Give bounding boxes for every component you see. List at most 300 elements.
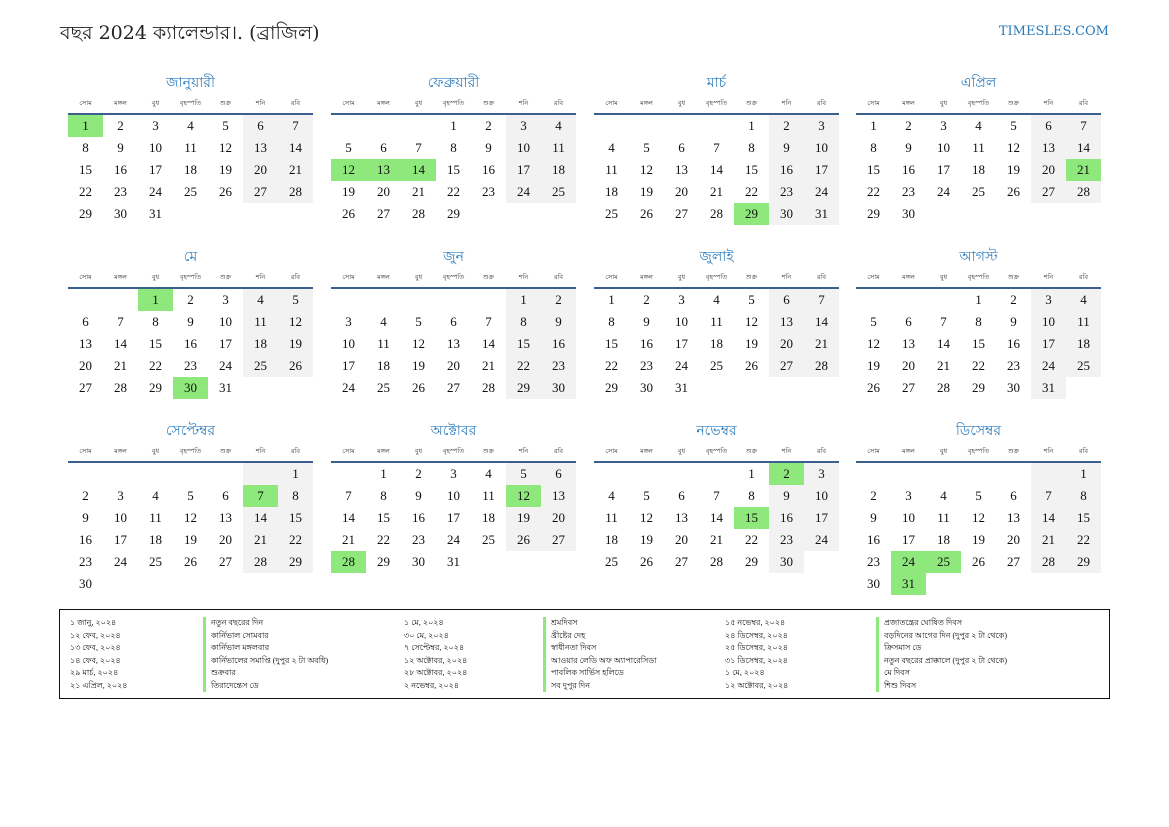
day-cell: 1 xyxy=(975,292,982,307)
day-cell: 20 xyxy=(79,358,92,373)
day-cell: 12 xyxy=(219,140,232,155)
day-cell: 16 xyxy=(541,333,576,355)
day-cell: 2 xyxy=(643,292,650,307)
day-cell: 28 xyxy=(278,181,313,203)
empty-day-cell xyxy=(68,289,103,311)
day-cell: 29 xyxy=(278,551,313,573)
day-cell: 17 xyxy=(114,532,127,547)
day-cell: 27 xyxy=(377,206,390,221)
legend-date: ১৩ ফেব, ২০২৪ xyxy=(70,643,121,652)
day-cell: 23 xyxy=(541,355,576,377)
empty-day-cell xyxy=(891,463,926,485)
weekday-label: রবি xyxy=(1078,273,1089,281)
day-cell: 20 xyxy=(219,532,232,547)
day-cell: 30 xyxy=(902,206,915,221)
day-cell: 18 xyxy=(184,162,197,177)
day-cell: 1 xyxy=(506,289,541,311)
empty-day-cell xyxy=(331,463,366,485)
weekday-label: শুক্র xyxy=(219,447,232,455)
weekday-header xyxy=(68,269,313,289)
empty-day-cell xyxy=(401,289,436,311)
empty-day-cell xyxy=(996,463,1031,485)
day-cell: 20 xyxy=(541,507,576,529)
day-cell: 12 xyxy=(640,162,653,177)
day-cell: 5 xyxy=(975,488,982,503)
legend-holiday-name: শিশু দিবস xyxy=(876,680,1007,693)
day-cell: 13 xyxy=(79,336,92,351)
day-cell: 22 xyxy=(377,532,390,547)
day-cell: 22 xyxy=(278,529,313,551)
weekday-label: শুক্র xyxy=(1007,447,1020,455)
day-cell: 2 xyxy=(82,488,89,503)
day-cell: 18 xyxy=(377,358,390,373)
weekday-label: বুধ xyxy=(677,273,686,281)
day-cell: 23 xyxy=(184,358,197,373)
day-cell: 7 xyxy=(713,140,720,155)
day-cell: 18 xyxy=(605,184,618,199)
weekday-label: সোম xyxy=(605,447,618,455)
day-cell: 4 xyxy=(541,115,576,137)
day-cell: 28 xyxy=(937,380,950,395)
weekday-label: রবি xyxy=(816,447,827,455)
day-cell: 14 xyxy=(278,137,313,159)
day-cell: 15 xyxy=(734,507,769,529)
day-cell: 6 xyxy=(905,314,912,329)
legend-holiday-name: স্বাধীনতা দিবস xyxy=(543,642,657,655)
empty-day-cell xyxy=(891,289,926,311)
day-cell: 14 xyxy=(937,336,950,351)
day-cell: 21 xyxy=(482,358,495,373)
day-cell: 13 xyxy=(541,485,576,507)
day-cell: 1 xyxy=(870,118,877,133)
day-cell: 26 xyxy=(412,380,425,395)
day-cell: 27 xyxy=(541,529,576,551)
day-cell: 23 xyxy=(640,358,653,373)
empty-day-cell xyxy=(926,463,961,485)
day-cell: 14 xyxy=(710,162,723,177)
day-cell: 15 xyxy=(867,162,880,177)
day-cell: 16 xyxy=(412,510,425,525)
day-cell: 2 xyxy=(1010,292,1017,307)
day-cell: 11 xyxy=(377,336,390,351)
month-block xyxy=(68,420,313,595)
weekday-label: রবি xyxy=(553,447,564,455)
legend-holiday-name: মে দিবস xyxy=(876,667,1007,680)
day-cell: 26 xyxy=(184,554,197,569)
day-cell: 3 xyxy=(940,118,947,133)
weekday-label: রবি xyxy=(553,273,564,281)
day-cell: 6 xyxy=(769,289,804,311)
month-name: অক্টোবর xyxy=(430,423,477,439)
empty-day-cell xyxy=(366,289,401,311)
day-cell: 12 xyxy=(278,311,313,333)
day-cell: 9 xyxy=(187,314,194,329)
legend-date: ১২ অক্টোবর, ২০২৪ xyxy=(404,655,468,665)
day-cell: 10 xyxy=(506,137,541,159)
weekday-label: শুক্র xyxy=(1007,99,1020,107)
month-block xyxy=(594,72,839,225)
day-cell: 28 xyxy=(412,206,425,221)
day-cell: 10 xyxy=(804,485,839,507)
month-block xyxy=(331,420,576,573)
empty-day-cell xyxy=(366,115,401,137)
weekday-label: রবি xyxy=(816,273,827,281)
weekday-header xyxy=(68,95,313,115)
day-cell: 14 xyxy=(243,507,278,529)
day-cell: 16 xyxy=(867,532,880,547)
day-cell: 11 xyxy=(1066,311,1101,333)
day-cell: 19 xyxy=(342,184,355,199)
day-cell: 15 xyxy=(1066,507,1101,529)
day-cell: 12 xyxy=(331,159,366,181)
day-cell: 3 xyxy=(152,118,159,133)
day-cell: 22 xyxy=(149,358,162,373)
day-cell: 29 xyxy=(972,380,985,395)
day-cell: 6 xyxy=(541,463,576,485)
weekday-label: শুক্র xyxy=(745,273,758,281)
month-block xyxy=(68,72,313,225)
day-cell: 1 xyxy=(608,292,615,307)
empty-day-cell xyxy=(103,289,138,311)
day-cell: 14 xyxy=(710,510,723,525)
weekday-label: শুক্র xyxy=(219,99,232,107)
day-cell: 13 xyxy=(902,336,915,351)
day-cell: 5 xyxy=(222,118,229,133)
day-cell: 28 xyxy=(804,355,839,377)
day-cell: 24 xyxy=(506,181,541,203)
day-cell: 28 xyxy=(482,380,495,395)
day-cell: 10 xyxy=(342,336,355,351)
legend-date: ১ মে, ২০২৪ xyxy=(725,668,765,677)
day-cell: 26 xyxy=(219,184,232,199)
day-cell: 5 xyxy=(748,292,755,307)
day-cell: 23 xyxy=(482,184,495,199)
legend-holiday-name: কার্নিভালের সমাপ্তি (দুপুর ২ টা অবধি) xyxy=(203,655,328,668)
day-cell: 13 xyxy=(769,311,804,333)
day-cell: 22 xyxy=(447,184,460,199)
weekday-label: শনি xyxy=(518,273,529,281)
weekday-label: শুক্র xyxy=(745,99,758,107)
day-cell: 21 xyxy=(804,333,839,355)
day-cell: 4 xyxy=(485,466,492,481)
day-cell: 17 xyxy=(804,507,839,529)
day-cell: 25 xyxy=(377,380,390,395)
day-cell: 22 xyxy=(745,532,758,547)
weekday-label: শনি xyxy=(255,447,266,455)
day-cell: 9 xyxy=(769,485,804,507)
day-cell: 16 xyxy=(482,162,495,177)
day-cell: 3 xyxy=(117,488,124,503)
weekday-label: সোম xyxy=(867,99,880,107)
day-cell: 18 xyxy=(541,159,576,181)
day-cell: 21 xyxy=(710,184,723,199)
weekday-label: বুধ xyxy=(939,447,948,455)
day-cell: 16 xyxy=(769,507,804,529)
day-cell: 23 xyxy=(79,554,92,569)
day-cell: 21 xyxy=(1066,159,1101,181)
day-cell: 8 xyxy=(975,314,982,329)
day-cell: 27 xyxy=(243,181,278,203)
day-cell: 8 xyxy=(748,488,755,503)
day-cell: 10 xyxy=(902,510,915,525)
legend-holiday-name: সব দুপুর দিন xyxy=(543,680,657,693)
day-cell: 3 xyxy=(804,463,839,485)
day-cell: 29 xyxy=(734,203,769,225)
weekday-label: সোম xyxy=(867,273,880,281)
day-cell: 7 xyxy=(940,314,947,329)
weekday-label: সোম xyxy=(342,273,355,281)
day-cell: 31 xyxy=(804,203,839,225)
day-grid xyxy=(331,115,576,225)
day-cell: 8 xyxy=(748,140,755,155)
weekday-label: শনি xyxy=(518,447,529,455)
day-cell: 13 xyxy=(675,510,688,525)
day-cell: 20 xyxy=(902,358,915,373)
day-cell: 15 xyxy=(972,336,985,351)
day-cell: 23 xyxy=(867,554,880,569)
weekday-label: শুক্র xyxy=(219,273,232,281)
day-cell: 7 xyxy=(804,289,839,311)
day-cell: 2 xyxy=(905,118,912,133)
day-cell: 2 xyxy=(769,115,804,137)
day-cell: 1 xyxy=(380,466,387,481)
empty-day-cell xyxy=(138,463,173,485)
day-cell: 7 xyxy=(713,488,720,503)
day-cell: 6 xyxy=(678,488,685,503)
day-cell: 27 xyxy=(675,206,688,221)
day-cell: 9 xyxy=(643,314,650,329)
legend-holiday-name: খ্রীষ্টের দেহ xyxy=(543,630,657,643)
empty-day-cell xyxy=(471,289,506,311)
day-cell: 6 xyxy=(450,314,457,329)
day-cell: 12 xyxy=(506,485,541,507)
day-cell: 29 xyxy=(506,377,541,399)
weekday-label: বৃহস্পতি xyxy=(705,273,728,281)
day-cell: 8 xyxy=(152,314,159,329)
day-cell: 28 xyxy=(331,551,366,573)
legend-date: ৭ সেপ্টেম্বর, ২০২৪ xyxy=(404,643,465,652)
day-cell: 25 xyxy=(184,184,197,199)
day-cell: 24 xyxy=(804,529,839,551)
month-name: ফেব্রুয়ারী xyxy=(427,75,480,91)
month-name: জানুয়ারী xyxy=(166,75,215,91)
day-cell: 30 xyxy=(412,554,425,569)
weekday-label: মঙ্গল xyxy=(114,99,127,107)
empty-day-cell xyxy=(664,463,699,485)
day-cell: 30 xyxy=(79,576,92,591)
day-cell: 22 xyxy=(867,184,880,199)
day-cell: 8 xyxy=(380,488,387,503)
day-cell: 9 xyxy=(485,140,492,155)
day-cell: 17 xyxy=(1031,333,1066,355)
legend-date: ২৮ অক্টোবর, ২০২৪ xyxy=(404,668,468,677)
day-cell: 17 xyxy=(506,159,541,181)
legend-date: ১ জানু, ২০২৪ xyxy=(70,618,117,627)
legend-names-col-3 xyxy=(876,617,1007,692)
day-cell: 26 xyxy=(278,355,313,377)
day-cell: 1 xyxy=(1066,463,1101,485)
weekday-header xyxy=(594,95,839,115)
day-cell: 19 xyxy=(1007,162,1020,177)
day-cell: 6 xyxy=(82,314,89,329)
day-cell: 19 xyxy=(412,358,425,373)
month-name: এপ্রিল xyxy=(960,75,997,91)
day-cell: 9 xyxy=(82,510,89,525)
empty-day-cell xyxy=(664,115,699,137)
day-cell: 15 xyxy=(745,162,758,177)
day-cell: 22 xyxy=(1066,529,1101,551)
day-cell: 11 xyxy=(482,488,495,503)
day-cell: 14 xyxy=(1066,137,1101,159)
day-cell: 31 xyxy=(1031,377,1066,399)
day-cell: 3 xyxy=(506,115,541,137)
day-cell: 16 xyxy=(902,162,915,177)
legend-holiday-name: কার্নিভাল মঙ্গলবার xyxy=(203,642,328,655)
day-cell: 4 xyxy=(1066,289,1101,311)
month-name: ডিসেম্বর xyxy=(955,423,1002,439)
month-block xyxy=(331,246,576,399)
legend-names-col-2 xyxy=(543,617,657,692)
day-cell: 10 xyxy=(675,314,688,329)
day-cell: 1 xyxy=(450,118,457,133)
legend-holiday-name: ক্রিসমাস ডে xyxy=(876,642,1007,655)
empty-day-cell xyxy=(856,463,891,485)
day-cell: 20 xyxy=(1031,159,1066,181)
day-cell: 29 xyxy=(1066,551,1101,573)
day-cell: 18 xyxy=(482,510,495,525)
day-cell: 25 xyxy=(605,554,618,569)
day-cell: 7 xyxy=(1066,115,1101,137)
day-cell: 21 xyxy=(114,358,127,373)
day-cell: 19 xyxy=(640,532,653,547)
legend-holiday-name: কার্নিভাল সোমবার xyxy=(203,630,328,643)
weekday-label: সোম xyxy=(79,447,92,455)
day-grid xyxy=(331,289,576,399)
day-cell: 15 xyxy=(377,510,390,525)
month-name: মে xyxy=(183,249,198,265)
weekday-label: মঙ্গল xyxy=(902,273,915,281)
day-cell: 29 xyxy=(745,554,758,569)
day-cell: 11 xyxy=(243,311,278,333)
legend-date: ২৯ মার্চ, ২০২৪ xyxy=(70,668,119,677)
legend-holiday-name: বড়দিনের আগের দিন (দুপুর ২ টা থেকে) xyxy=(876,630,1007,643)
weekday-label: সোম xyxy=(79,273,92,281)
weekday-label: শনি xyxy=(1043,273,1054,281)
empty-day-cell xyxy=(1031,463,1066,485)
site-link[interactable]: TIMESLES.COM xyxy=(998,24,1109,39)
day-cell: 30 xyxy=(1007,380,1020,395)
day-cell: 17 xyxy=(804,159,839,181)
month-block xyxy=(68,246,313,399)
weekday-label: শুক্র xyxy=(482,447,495,455)
day-cell: 11 xyxy=(541,137,576,159)
day-cell: 8 xyxy=(82,140,89,155)
day-cell: 10 xyxy=(804,137,839,159)
day-cell: 25 xyxy=(605,206,618,221)
month-name: নভেম্বর xyxy=(696,423,737,439)
day-cell: 12 xyxy=(1007,140,1020,155)
day-cell: 2 xyxy=(415,466,422,481)
day-cell: 22 xyxy=(745,184,758,199)
legend-date: ১২ ফেব, ২০২৪ xyxy=(70,630,121,640)
day-cell: 31 xyxy=(447,554,460,569)
day-cell: 14 xyxy=(804,311,839,333)
weekday-label: মঙ্গল xyxy=(902,447,915,455)
day-grid xyxy=(68,289,313,399)
day-cell: 3 xyxy=(345,314,352,329)
day-cell: 21 xyxy=(412,184,425,199)
weekday-label: রবি xyxy=(290,273,301,281)
day-cell: 24 xyxy=(675,358,688,373)
weekday-label: রবি xyxy=(1078,447,1089,455)
weekday-label: বৃহস্পতি xyxy=(179,273,202,281)
day-cell: 13 xyxy=(243,137,278,159)
weekday-label: শুক্র xyxy=(482,273,495,281)
day-cell: 12 xyxy=(972,510,985,525)
day-cell: 18 xyxy=(149,532,162,547)
day-cell: 5 xyxy=(870,314,877,329)
empty-day-cell xyxy=(961,463,996,485)
weekday-label: মঙ্গল xyxy=(377,447,390,455)
day-cell: 9 xyxy=(117,140,124,155)
day-cell: 20 xyxy=(447,358,460,373)
day-cell: 18 xyxy=(937,532,950,547)
day-cell: 5 xyxy=(345,140,352,155)
weekday-label: শনি xyxy=(255,273,266,281)
day-cell: 24 xyxy=(114,554,127,569)
day-cell: 24 xyxy=(342,380,355,395)
day-cell: 17 xyxy=(219,336,232,351)
weekday-header xyxy=(594,443,839,463)
month-block xyxy=(856,72,1101,225)
day-cell: 6 xyxy=(222,488,229,503)
weekday-header xyxy=(856,95,1101,115)
weekday-label: শনি xyxy=(781,447,792,455)
day-cell: 23 xyxy=(902,184,915,199)
empty-day-cell xyxy=(401,115,436,137)
day-cell: 20 xyxy=(675,184,688,199)
weekday-label: মঙ্গল xyxy=(640,99,653,107)
day-cell: 8 xyxy=(450,140,457,155)
legend-holiday-name: পাবলিক সার্ভিস হলিডে xyxy=(543,667,657,680)
day-cell: 14 xyxy=(342,510,355,525)
empty-day-cell xyxy=(926,289,961,311)
legend-dates-col-3 xyxy=(725,617,788,692)
holiday-legend xyxy=(59,609,1110,699)
day-cell: 29 xyxy=(867,206,880,221)
day-cell: 20 xyxy=(377,184,390,199)
day-cell: 5 xyxy=(643,488,650,503)
weekday-label: বুধ xyxy=(151,99,160,107)
legend-holiday-name: তিরাদেন্তেস ডে xyxy=(203,680,328,693)
day-cell: 1 xyxy=(748,118,755,133)
weekday-label: শনি xyxy=(1043,99,1054,107)
day-cell: 3 xyxy=(678,292,685,307)
weekday-label: বৃহস্পতি xyxy=(179,99,202,107)
day-cell: 7 xyxy=(243,485,278,507)
weekday-label: বৃহস্পতি xyxy=(442,447,465,455)
day-cell: 27 xyxy=(447,380,460,395)
day-cell: 25 xyxy=(482,532,495,547)
day-cell: 28 xyxy=(114,380,127,395)
day-cell: 30 xyxy=(867,576,880,591)
day-cell: 15 xyxy=(278,507,313,529)
day-cell: 7 xyxy=(278,115,313,137)
day-cell: 15 xyxy=(605,336,618,351)
day-cell: 16 xyxy=(184,336,197,351)
day-cell: 21 xyxy=(710,532,723,547)
weekday-label: সোম xyxy=(867,447,880,455)
